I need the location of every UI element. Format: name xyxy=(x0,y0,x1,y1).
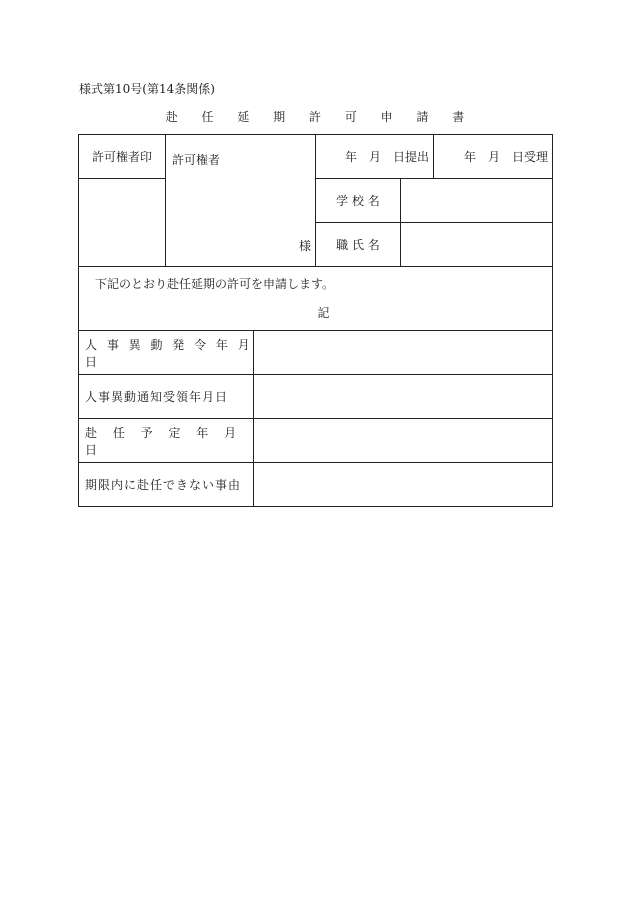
table-row xyxy=(79,375,553,419)
staff-name-field[interactable] xyxy=(401,223,553,267)
seal-label-cell xyxy=(79,135,166,179)
table-row xyxy=(79,419,553,463)
ki-label: 記 xyxy=(317,306,330,320)
seal-box[interactable] xyxy=(79,179,166,267)
sama-suffix: 様 xyxy=(298,239,311,253)
staff-name-label: 職 氏 名 xyxy=(336,238,380,252)
submitted-date-label: 年 月 日提出 xyxy=(345,150,430,164)
submitted-date-cell[interactable] xyxy=(316,135,434,179)
school-name-label-cell xyxy=(316,179,401,223)
request-statement: 下記のとおり赴任延期の許可を申請します。 xyxy=(95,277,335,291)
reason-field[interactable] xyxy=(254,463,553,507)
staff-name-label-cell xyxy=(316,223,401,267)
school-name-label: 学 校 名 xyxy=(336,194,380,208)
form-title: 赴 任 延 期 許 可 申 請 書 xyxy=(165,110,475,124)
received-date-label: 年 月 日受理 xyxy=(464,150,549,164)
notice-received-date-label: 人事異動通知受領年月日 xyxy=(79,375,254,419)
grantor-label: 許可権者 xyxy=(172,153,221,167)
grantor-cell[interactable] xyxy=(166,135,316,267)
application-header-table xyxy=(78,134,553,331)
planned-date-label: 赴 任 予 定 年 月 日 xyxy=(79,419,254,463)
seal-label: 許可権者印 xyxy=(91,150,152,164)
notice-received-date-field[interactable] xyxy=(254,375,553,419)
order-date-label: 人 事 異 動 発 令 年 月 日 xyxy=(79,331,254,375)
reason-label: 期限内に赴任できない事由 xyxy=(79,463,254,507)
form-number: 様式第10号(第14条関係) xyxy=(79,82,215,96)
request-statement-cell xyxy=(79,267,553,331)
table-row xyxy=(79,463,553,507)
table-row xyxy=(79,331,553,375)
received-date-cell[interactable] xyxy=(434,135,553,179)
order-date-field[interactable] xyxy=(254,331,553,375)
planned-date-field[interactable] xyxy=(254,419,553,463)
school-name-field[interactable] xyxy=(401,179,553,223)
details-table xyxy=(78,330,553,507)
